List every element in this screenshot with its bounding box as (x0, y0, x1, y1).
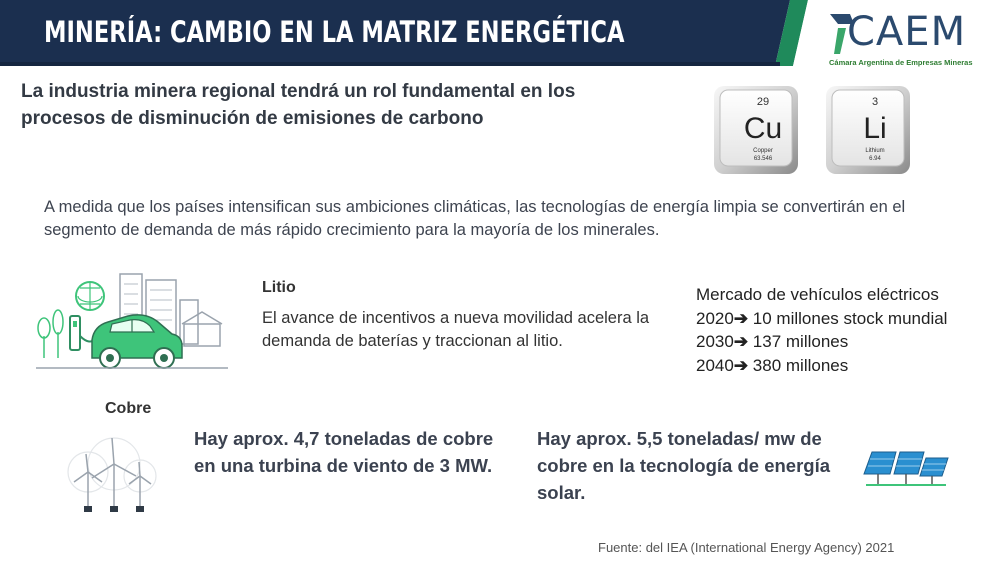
source-note: Fuente: del IEA (International Energy Agency) 2021 (598, 540, 895, 555)
ev-market-title: Mercado de vehículos eléctricos (696, 285, 939, 304)
solar-copper-text: Hay aprox. 5,5 toneladas/ mw de cobre en la tecnología de energía solar. (537, 428, 831, 503)
wind-turbine-illustration (62, 432, 158, 518)
ev-value: 10 millones stock mundial (748, 308, 948, 328)
ev-year: 2030 (696, 332, 734, 351)
lithium-symbol: Li (863, 112, 887, 145)
arrow-icon: ➔ (733, 355, 749, 375)
lithium-mass: 6.94 (869, 156, 881, 162)
ev-row-2040 (696, 354, 947, 378)
ev-year: 2040 (696, 355, 734, 375)
wind-copper-text: Hay aprox. 4,7 toneladas de cobre en una turbina de viento de 3 MW. (194, 428, 494, 476)
lithium-name: Lithium (865, 148, 885, 154)
arrow-icon: ➔ (733, 332, 749, 351)
arrow-icon: ➔ (733, 308, 749, 328)
ev-city-illustration (34, 266, 230, 372)
logo-subtitle: Cámara Argentina de Empresas Mineras (829, 58, 973, 67)
ev-value: 137 millones (748, 332, 849, 351)
copper-mass: 63.546 (753, 156, 773, 162)
lithium-number: 3 (871, 96, 879, 108)
ev-row-2030 (696, 330, 947, 354)
copper-name: Copper (753, 148, 773, 154)
intro-paragraph: A medida que los países intensifican sus ambiciones climáticas, las tecnologías de energía limpia se convertirán en el segmento de demanda de más rápido crecimiento para la mayoría de los minerales. (44, 198, 906, 239)
element-tiles (712, 84, 922, 180)
logo-text: CAEM (847, 9, 967, 55)
ev-year: 2020 (696, 308, 734, 328)
copper-number: 29 (756, 96, 770, 108)
copper-symbol: Cu (743, 112, 783, 145)
ev-row-2020 (696, 307, 947, 331)
solar-panel-illustration (862, 444, 950, 490)
litio-heading: Litio (262, 279, 296, 296)
litio-text: El avance de incentivos a nueva movilidad acelera la demanda de baterías y traccionan al litio. (262, 309, 650, 350)
cobre-heading: Cobre (105, 400, 152, 417)
ev-value: 380 millones (748, 355, 849, 375)
ev-market (696, 283, 947, 377)
section-subtitle: La industria minera regional tendrá un rol fundamental en los procesos de disminución de emisiones de carbono (21, 81, 576, 129)
page-title: MINERÍA: CAMBIO EN LA MATRIZ ENERGÉTICA (44, 15, 625, 49)
